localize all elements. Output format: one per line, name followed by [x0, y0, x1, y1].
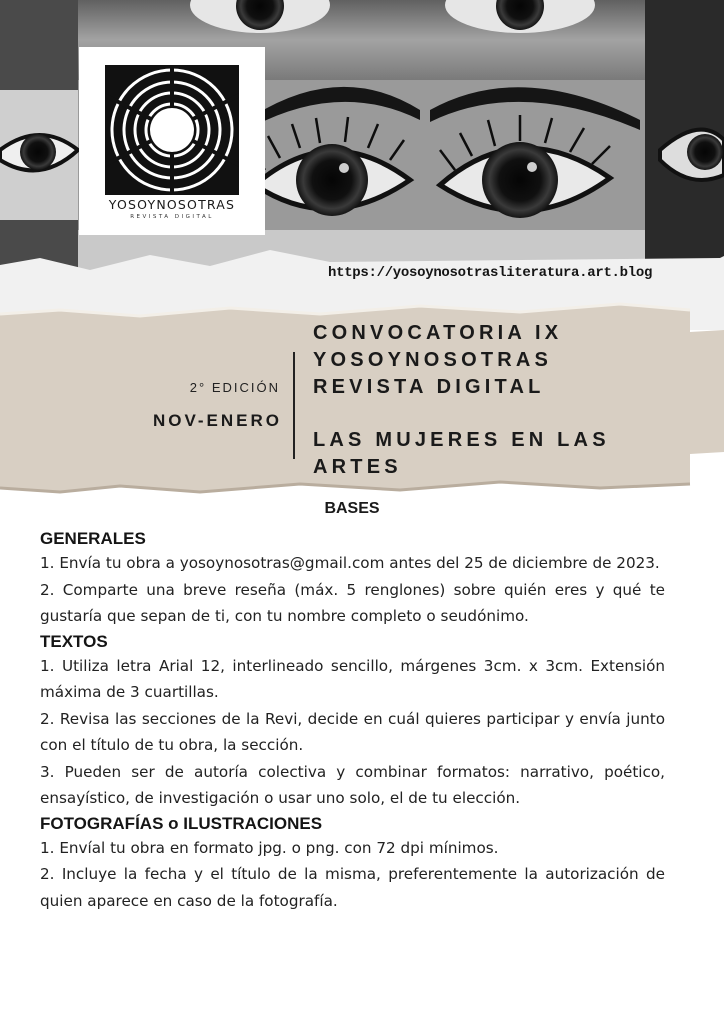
rule-item: 2. Incluye la fecha y el título de la misma, preferentemente la autorización de quien aparece en caso de la fotografía. [40, 865, 665, 910]
logo-card [79, 47, 265, 235]
rule-item: 1. Utiliza letra Arial 12, interlineado sencillo, márgenes 3cm. x 3cm. Extensión máxima de 3 cuartillas. [40, 656, 665, 701]
period-label: NOV-ENERO [152, 411, 282, 430]
rule-item: 1. Envía tu obra a yosoynosotras@gmail.com antes del 25 de diciembre de 2023. [40, 554, 660, 572]
rule-item: 3. Pueden ser de autoría colectiva y combinar formatos: narrativo, poético, ensayístico, de investigación o usar uno solo, el de tu elección. [40, 762, 665, 807]
vertical-divider [293, 352, 295, 459]
logo-subtitle: REVISTA DIGITAL [130, 214, 214, 220]
headline-line: LAS MUJERES EN LAS [313, 429, 610, 451]
section-title-textos: TEXTOS [40, 631, 108, 651]
headline-line: REVISTA DIGITAL [313, 376, 545, 398]
logo-name: YOSOYNOSOTRAS [108, 197, 236, 212]
rules-content [40, 527, 665, 914]
rule-item: 1. Envíal tu obra en formato jpg. o png. con 72 dpi mínimos. [40, 838, 499, 857]
bases-title: BASES [324, 500, 380, 517]
headline-line: CONVOCATORIA IX [313, 322, 563, 344]
section-title-fotografias: FOTOGRAFÍAS o ILUSTRACIONES [40, 813, 323, 833]
section-title-generales: GENERALES [40, 529, 146, 548]
edition-label: 2° EDICIÓN [189, 380, 280, 395]
headline-line: YOSOYNOSOTRAS [313, 349, 553, 371]
website-url-link[interactable]: https://yosoynosotrasliteratura.art.blog [328, 265, 653, 281]
headline-line: ARTES [313, 456, 402, 478]
rule-item: 2. Comparte una breve reseña (máx. 5 renglones) sobre quién eres y qué te gustaría que sepan de ti, con tu nombre completo o seudónimo. [40, 580, 665, 625]
spiral-logo-icon [105, 65, 239, 195]
rule-item: 2. Revisa las secciones de la Revi, decide en cuál quieres participar y envía junto con el título de tu obra, la sección. [40, 709, 665, 754]
